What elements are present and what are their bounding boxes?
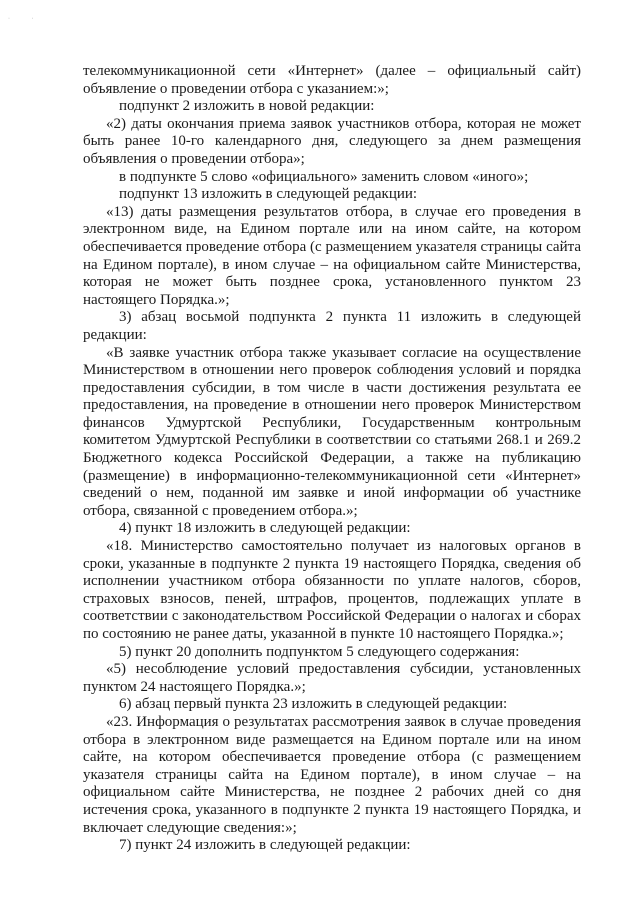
paragraph: подпункт 2 изложить в новой редакции: — [119, 98, 375, 115]
paragraph: в подпункте 5 слово «официального» заменить словом «иного»; — [119, 168, 529, 185]
scan-marks: · · — [8, 16, 44, 22]
paragraph: подпункт 13 изложить в следующей редакции: — [119, 186, 418, 203]
paragraph: 6) абзац первый пункта 23 изложить в следующей редакции: — [119, 696, 508, 713]
paragraph: телекоммуникационной сети «Интернет» (далее – официальный сайт) объявление о проведении отбора с указанием:»; — [83, 63, 581, 97]
paragraph: 4) пункт 18 изложить в следующей редакции: — [119, 520, 411, 537]
paragraph: «18. Министерство самостоятельно получает из налоговых органов в сроки, указанные в подпункте 2 пункта 19 настоящего Порядка, сведения об исполнении участником отбора обязанности по уплате налогов, сборов, страховых взносов, пеней, штрафов, процентов, подлежащих уплате в соответствии с законодательством Российской Федерации о налогах и сборах по состоянию не ранее даты, указанной в пункте 10 настоящего Порядка.»; — [83, 538, 581, 642]
paragraph: «2) даты окончания приема заявок участников отбора, которая не может быть ранее 10-го календарного дня, следующего за днем размещения объявления о проведении отбора»; — [83, 115, 581, 167]
document-body — [83, 63, 581, 855]
paragraph: 7) пункт 24 изложить в следующей редакции: — [119, 837, 411, 854]
paragraph: «23. Информация о результатах рассмотрения заявок в случае проведения отбора в электронном виде размещается на Едином портале или на ином сайте, на котором обеспечивается проведение отбора (с размещением указателя страницы сайта на Едином портале), в ином случае – на официальном сайте Министерства, не позднее 2 рабочих дней со дня истечения срока, указанного в подпункте 2 пункта 19 настоящего Порядка, и включает следующие сведения:»; — [83, 713, 581, 836]
paragraph: «13) даты размещения результатов отбора, в случае его проведения в электронном виде, на Едином портале или на ином сайте, на котором обеспечивается проведение отбора (с размещением указателя страницы сайта на Едином портале), в ином случае – на официальном сайте Министерства, которая не может быть позднее срока, установленного пунктом 23 настоящего Порядка.»; — [83, 203, 581, 308]
paragraph: «5) несоблюдение условий предоставления субсидии, установленных пунктом 24 настоящего Порядка.»; — [83, 661, 581, 695]
paragraph: 3) абзац восьмой подпункта 2 пункта 11 изложить в следующей редакции: — [83, 309, 581, 343]
paragraph: «В заявке участник отбора также указывает согласие на осуществление Министерством в отношении него проверок соблюдения условий и порядка предоставления субсидии, в том числе в части достижения результата ее предоставления, на проведение в отношении него проверок Министерством финансов Удмуртской Республики, Государственным контрольным комитетом Удмуртской Республики в соответствии со статьями 268.1 и 269.2 Бюджетного кодекса Российской Федерации, а также на публикацию (размещение) в информационно-телекоммуникационной сети «Интернет» сведений о нем, поданной им заявке и иной информации об участнике отбора, связанной с проведением отбора.»; — [83, 344, 581, 519]
paragraph: 5) пункт 20 дополнить подпунктом 5 следующего содержания: — [119, 643, 520, 660]
